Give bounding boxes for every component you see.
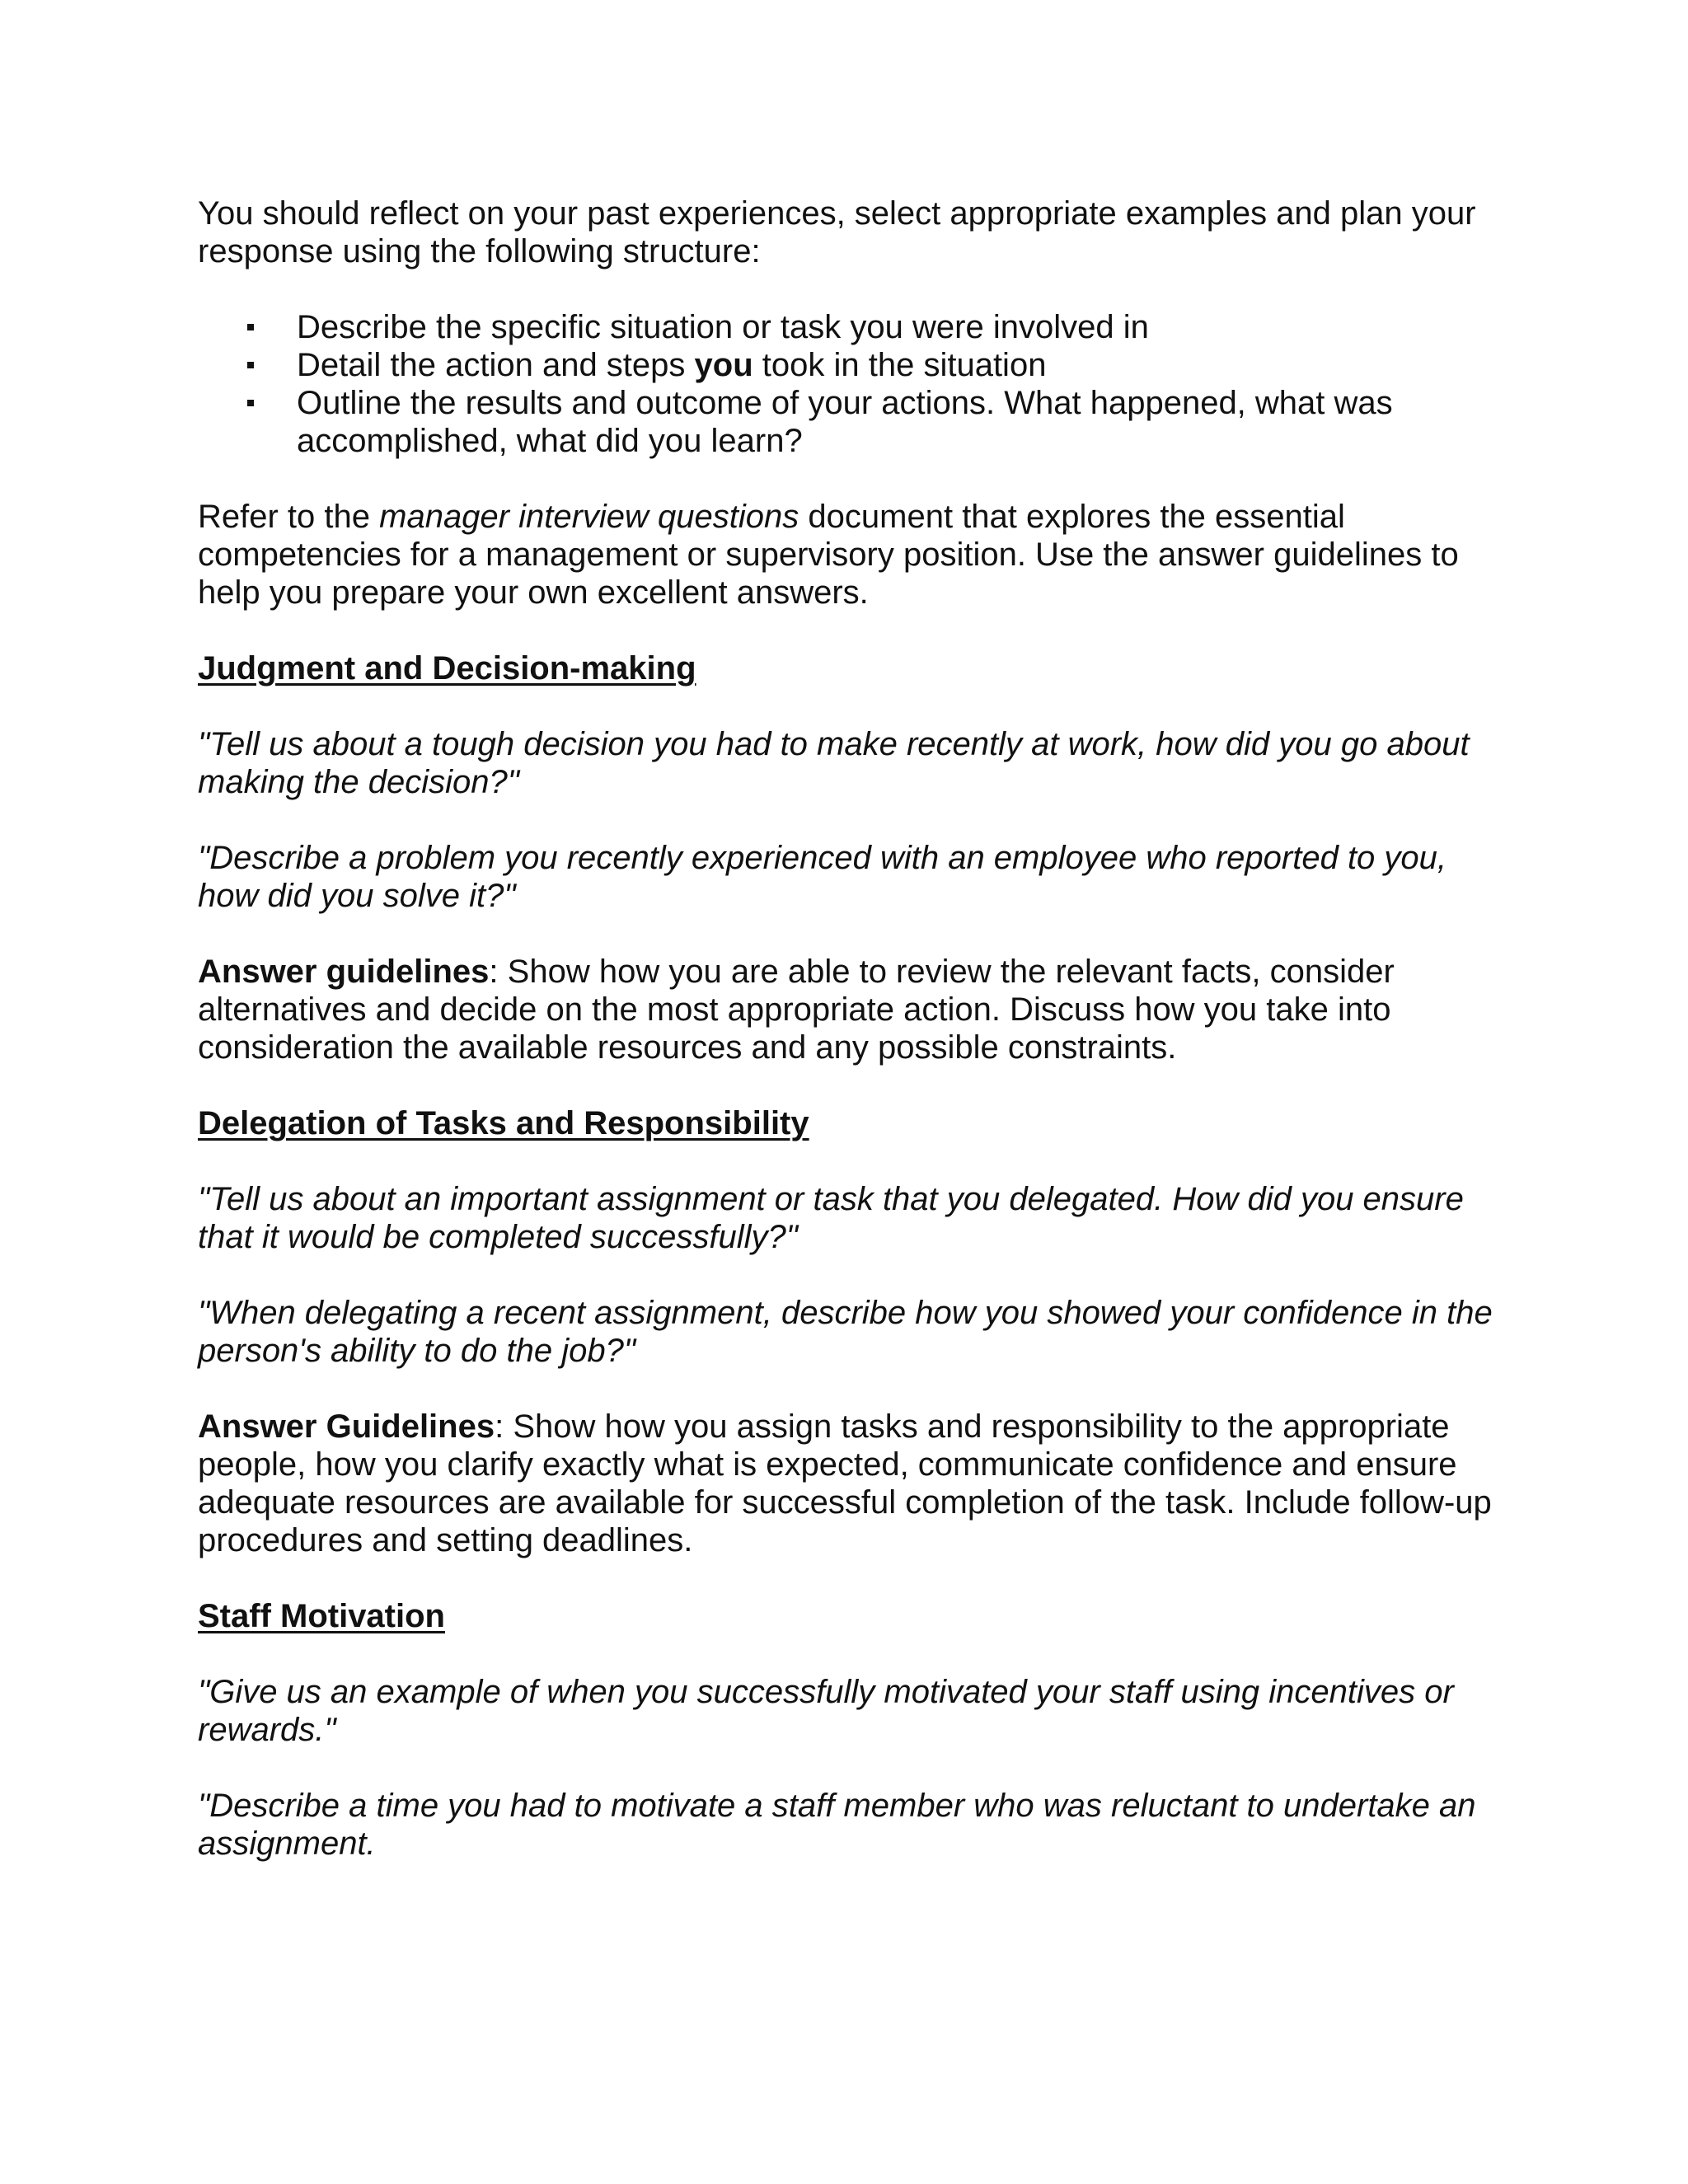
spacer [198, 612, 1500, 649]
spacer [198, 1256, 1500, 1294]
interview-question: "Describe a time you had to motivate a staff member who was reluctant to undertake an assignment. [198, 1788, 1476, 1862]
answer-guidelines-text: : Show how you are able to review the relevant facts, consider alternatives and decide on the most appropriate action. Discuss how you take into consideration the available resources and any possible constraints. [198, 954, 1395, 1066]
spacer [198, 1749, 1500, 1787]
spacer [198, 915, 1500, 953]
section-heading-motivation: Staff Motivation [198, 1598, 445, 1634]
refer-paragraph [198, 498, 1500, 612]
structure-item-emphasis: you [694, 347, 753, 383]
spacer [198, 687, 1500, 725]
square-bullet-icon [247, 324, 254, 330]
section-heading-delegation: Delegation of Tasks and Responsibility [198, 1105, 809, 1141]
interview-question: "Describe a problem you recently experienced with an employee who reported to you, how did you solve it?" [198, 840, 1447, 914]
spacer [198, 1142, 1500, 1180]
square-bullet-icon [247, 362, 254, 368]
answer-guidelines-text: : Show how you assign tasks and responsibility to the appropriate people, how you clarify exactly what is expected, communicate confidence and ensure adequate resources are available for successful completion of the task. Include follow-up procedures and setting deadlines. [198, 1408, 1492, 1558]
refer-document-title: manager interview questions [379, 499, 799, 535]
structure-item-situation [297, 308, 1500, 346]
interview-question: "When delegating a recent assignment, describe how you showed your confidence in the person's ability to do the job?" [198, 1295, 1493, 1369]
section-heading-judgment: Judgment and Decision-making [198, 650, 696, 687]
interview-question: "Tell us about a tough decision you had to make recently at work, how did you go about making the decision?" [198, 726, 1470, 800]
structure-item-action [297, 346, 1500, 384]
answer-guidelines-label: Answer guidelines [198, 954, 490, 990]
answer-guidelines [198, 953, 1500, 1066]
square-bullet-icon [247, 400, 254, 406]
spacer [198, 1635, 1500, 1673]
structure-item-text: Outline the results and outcome of your actions. What happened, what was accomplished, what did you learn? [297, 385, 1393, 459]
structure-item-text-after: took in the situation [753, 347, 1047, 383]
answer-guidelines [198, 1408, 1500, 1559]
answer-guidelines-label: Answer Guidelines [198, 1408, 495, 1445]
refer-text-after: document that explores the essential competencies for a management or supervisory position. Use the answer guidelines to help you prepare your own excellent answers. [198, 499, 1459, 611]
structure-item-text: Describe the specific situation or task you were involved in [297, 309, 1149, 345]
structure-list [198, 308, 1500, 460]
spacer [198, 270, 1500, 308]
document-page [198, 194, 1500, 1863]
intro-paragraph: You should reflect on your past experiences, select appropriate examples and plan your response using the following structure: [198, 195, 1476, 269]
spacer [198, 1559, 1500, 1597]
interview-question: "Tell us about an important assignment or task that you delegated. How did you ensure that it would be completed successfully?" [198, 1181, 1464, 1255]
spacer [198, 1370, 1500, 1408]
spacer [198, 1066, 1500, 1104]
interview-question: "Give us an example of when you successfully motivated your staff using incentives or rewards." [198, 1674, 1454, 1748]
spacer [198, 460, 1500, 498]
structure-item-results [297, 384, 1500, 460]
spacer [198, 801, 1500, 839]
refer-text-before: Refer to the [198, 499, 380, 535]
structure-item-text-before: Detail the action and steps [297, 347, 695, 383]
